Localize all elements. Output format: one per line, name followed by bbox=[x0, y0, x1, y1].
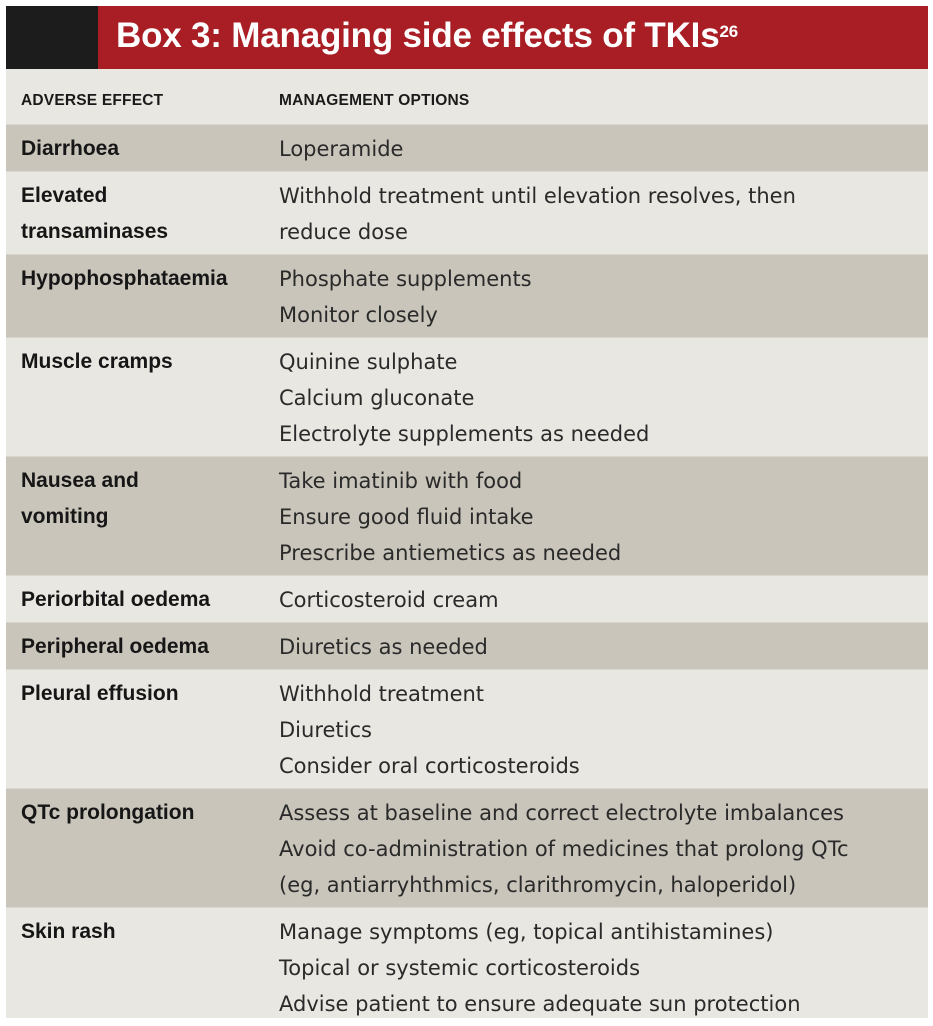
management-options-cell bbox=[279, 463, 919, 571]
table-row bbox=[6, 254, 928, 337]
adverse-effect-cell: Nausea and vomiting bbox=[21, 469, 139, 528]
management-option: Electrolyte supplements as needed bbox=[279, 422, 650, 446]
management-option: Corticosteroid cream bbox=[279, 588, 499, 612]
adverse-effect-cell: Muscle cramps bbox=[21, 350, 173, 373]
title-bar bbox=[6, 6, 928, 69]
management-option: Take imatinib with food bbox=[279, 469, 523, 493]
management-option: Monitor closely bbox=[279, 303, 438, 327]
table-row bbox=[6, 575, 928, 622]
box-title bbox=[116, 14, 738, 58]
table-row bbox=[6, 907, 928, 1026]
management-option: Diuretics as needed bbox=[279, 635, 488, 659]
table-row bbox=[6, 456, 928, 575]
table-row bbox=[6, 622, 928, 669]
management-options-cell bbox=[279, 629, 919, 665]
table-row bbox=[6, 337, 928, 456]
box-title-text: Box 3: Managing side effects of TKIs bbox=[116, 16, 720, 55]
management-option: reduce dose bbox=[279, 220, 408, 244]
management-option: Prescribe antiemetics as needed bbox=[279, 541, 622, 565]
table-header bbox=[6, 84, 928, 122]
table-row bbox=[6, 171, 928, 254]
adverse-effect-cell: Skin rash bbox=[21, 920, 116, 943]
management-option: Avoid co-administration of medicines that prolong QTc bbox=[279, 837, 849, 861]
management-options-cell bbox=[279, 582, 919, 618]
header-adverse-effect: ADVERSE EFFECT bbox=[21, 92, 164, 109]
table-row bbox=[6, 124, 928, 171]
management-option: Manage symptoms (eg, topical antihistamines) bbox=[279, 920, 774, 944]
management-options-cell bbox=[279, 914, 919, 1022]
management-options-cell bbox=[279, 344, 919, 452]
adverse-effect-cell: Peripheral oedema bbox=[21, 635, 209, 658]
management-option: Withhold treatment until elevation resolves, then bbox=[279, 184, 796, 208]
adverse-effect-cell: Hypophosphataemia bbox=[21, 267, 228, 290]
title-accent-block bbox=[6, 6, 98, 69]
management-option: Withhold treatment bbox=[279, 682, 485, 706]
management-option: Assess at baseline and correct electrolyte imbalances bbox=[279, 801, 845, 825]
management-option: Advise patient to ensure adequate sun protection bbox=[279, 992, 801, 1016]
adverse-effect-cell: Pleural effusion bbox=[21, 682, 179, 705]
management-options-cell bbox=[279, 178, 919, 250]
adverse-effect-cell: Periorbital oedema bbox=[21, 588, 211, 611]
management-option: Calcium gluconate bbox=[279, 386, 475, 410]
table-row bbox=[6, 669, 928, 788]
header-management-options: MANAGEMENT OPTIONS bbox=[279, 92, 470, 109]
management-option: Consider oral corticosteroids bbox=[279, 754, 580, 778]
management-option: Ensure good fluid intake bbox=[279, 505, 534, 529]
adverse-effect-cell: QTc prolongation bbox=[21, 801, 195, 824]
adverse-effect-cell: Elevated transaminases bbox=[21, 184, 169, 243]
adverse-effect-cell: Diarrhoea bbox=[21, 137, 120, 160]
management-option: Loperamide bbox=[279, 137, 404, 161]
management-option: Diuretics bbox=[279, 718, 372, 742]
management-option: Quinine sulphate bbox=[279, 350, 458, 374]
table-row bbox=[6, 788, 928, 907]
side-effects-box bbox=[6, 6, 928, 1018]
management-options-cell bbox=[279, 131, 919, 167]
management-options-cell bbox=[279, 795, 919, 903]
management-options-cell bbox=[279, 261, 919, 333]
title-reference-superscript: 26 bbox=[719, 22, 738, 41]
management-option: Phosphate supplements bbox=[279, 267, 532, 291]
management-option: Topical or systemic corticosteroids bbox=[279, 956, 641, 980]
table-body bbox=[6, 124, 928, 1026]
management-option: (eg, antiarryhthmics, clarithromycin, haloperidol) bbox=[279, 873, 797, 897]
management-options-cell bbox=[279, 676, 919, 784]
